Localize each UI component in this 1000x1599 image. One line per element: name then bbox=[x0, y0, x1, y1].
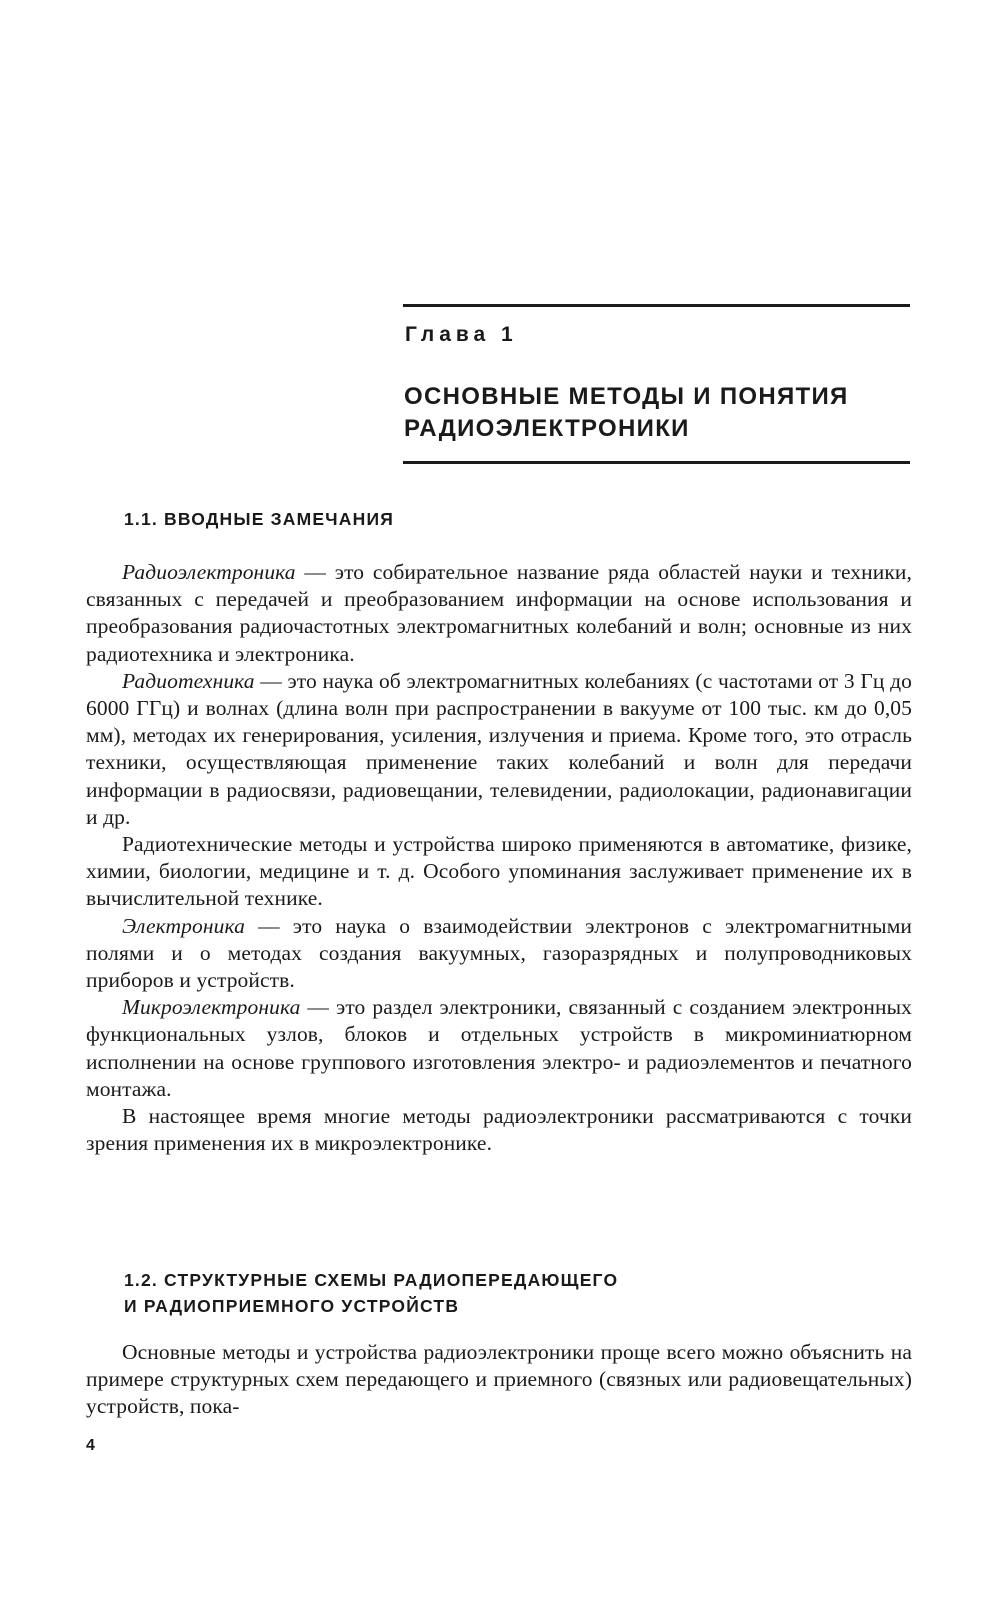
paragraph-electronics bbox=[86, 913, 912, 995]
paragraph-text: — это наука об электромагнитных колебаниях (с частотами от 3 Гц до 6000 ГГц) и волнах (длина волн при распространении в вакууме от 100 тыс. км до 0,05 мм), методах их генерирования, усиления, излучения и приема. Кроме того, это отрасль техники, осуществляющая применение таких колебаний и волн для передачи информации в радиосвязи, радиовещании, телевидении, радиолокации, радионавигации и др. bbox=[86, 668, 912, 829]
page-number: 4 bbox=[86, 1437, 95, 1454]
term-radiotechnics: Радиотехника bbox=[122, 668, 255, 693]
paragraph-text: — это раздел электроники, связанный с созданием электронных функциональных узлов, блоков и отдельных устройств в микроминиатюрном исполнении на основе группового изготовления электро- и радиоэлементов и печатного монтажа. bbox=[86, 995, 912, 1101]
term-microelectronics: Микроэлектроника bbox=[122, 995, 301, 1020]
section-heading-1-1-text: 1.1. ВВОДНЫЕ ЗАМЕЧАНИЯ bbox=[124, 509, 395, 529]
section-heading-1-2-line-1: 1.2. СТРУКТУРНЫЕ СХЕМЫ РАДИОПЕРЕДАЮЩЕГО bbox=[124, 1270, 619, 1290]
paragraph-radiotechnics bbox=[86, 668, 912, 831]
paragraph-microelectronics bbox=[86, 994, 912, 1103]
paragraph-applications bbox=[86, 831, 912, 913]
chapter-title-line-1: ОСНОВНЫЕ МЕТОДЫ И ПОНЯТИЯ bbox=[404, 383, 849, 410]
chapter-title bbox=[404, 381, 910, 445]
term-electronics: Электроника bbox=[122, 913, 245, 938]
section-heading-1-1 bbox=[124, 506, 394, 532]
chapter-top-rule bbox=[403, 304, 910, 307]
section-1-2-body bbox=[86, 1339, 912, 1421]
section-heading-1-2-line-2: И РАДИОПРИЕМНОГО УСТРОЙСТВ bbox=[124, 1296, 460, 1316]
paragraph-present-time bbox=[86, 1103, 912, 1157]
paragraph-text: — это наука о взаимодействии электронов с электромагнитными полями и о методах создания вакуумных, газоразрядных и полупроводниковых приборов и устройств. bbox=[86, 913, 912, 993]
paragraph-structural-schemes: Основные методы и устройства радиоэлектроники проще всего можно объяснить на примере структурных схем передающего и приемного (связных или радиовещательных) устройств, пока- bbox=[86, 1340, 912, 1419]
term-radioelectronics: Радиоэлектроника bbox=[122, 560, 296, 584]
paragraph-text: Радиотехнические методы и устройства широко применяются в автоматике, физике, химии, биологии, медицине и т. д. Особого упоминания заслуживает применение их в вычислительной технике. bbox=[86, 832, 912, 911]
chapter-title-line-2: РАДИОЭЛЕКТРОНИКИ bbox=[404, 415, 690, 442]
chapter-label: Глава 1 bbox=[405, 323, 518, 346]
paragraph-text: — это собирательное название ряда областей науки и техники, связанных с передачей и преобразованием информации на основе использования и преобразования радиочастотных электромагнитных колебаний и волн; основные из них радиотехника и электроника. bbox=[86, 560, 912, 666]
section-heading-1-2 bbox=[124, 1267, 618, 1319]
chapter-bottom-rule bbox=[403, 461, 910, 464]
section-1-1-body bbox=[86, 559, 912, 1157]
paragraph-text: В настоящее время многие методы радиоэлектроники рассматриваются с точки зрения применения их в микроэлектронике. bbox=[86, 1104, 912, 1156]
paragraph-radioelectronics bbox=[86, 559, 912, 668]
